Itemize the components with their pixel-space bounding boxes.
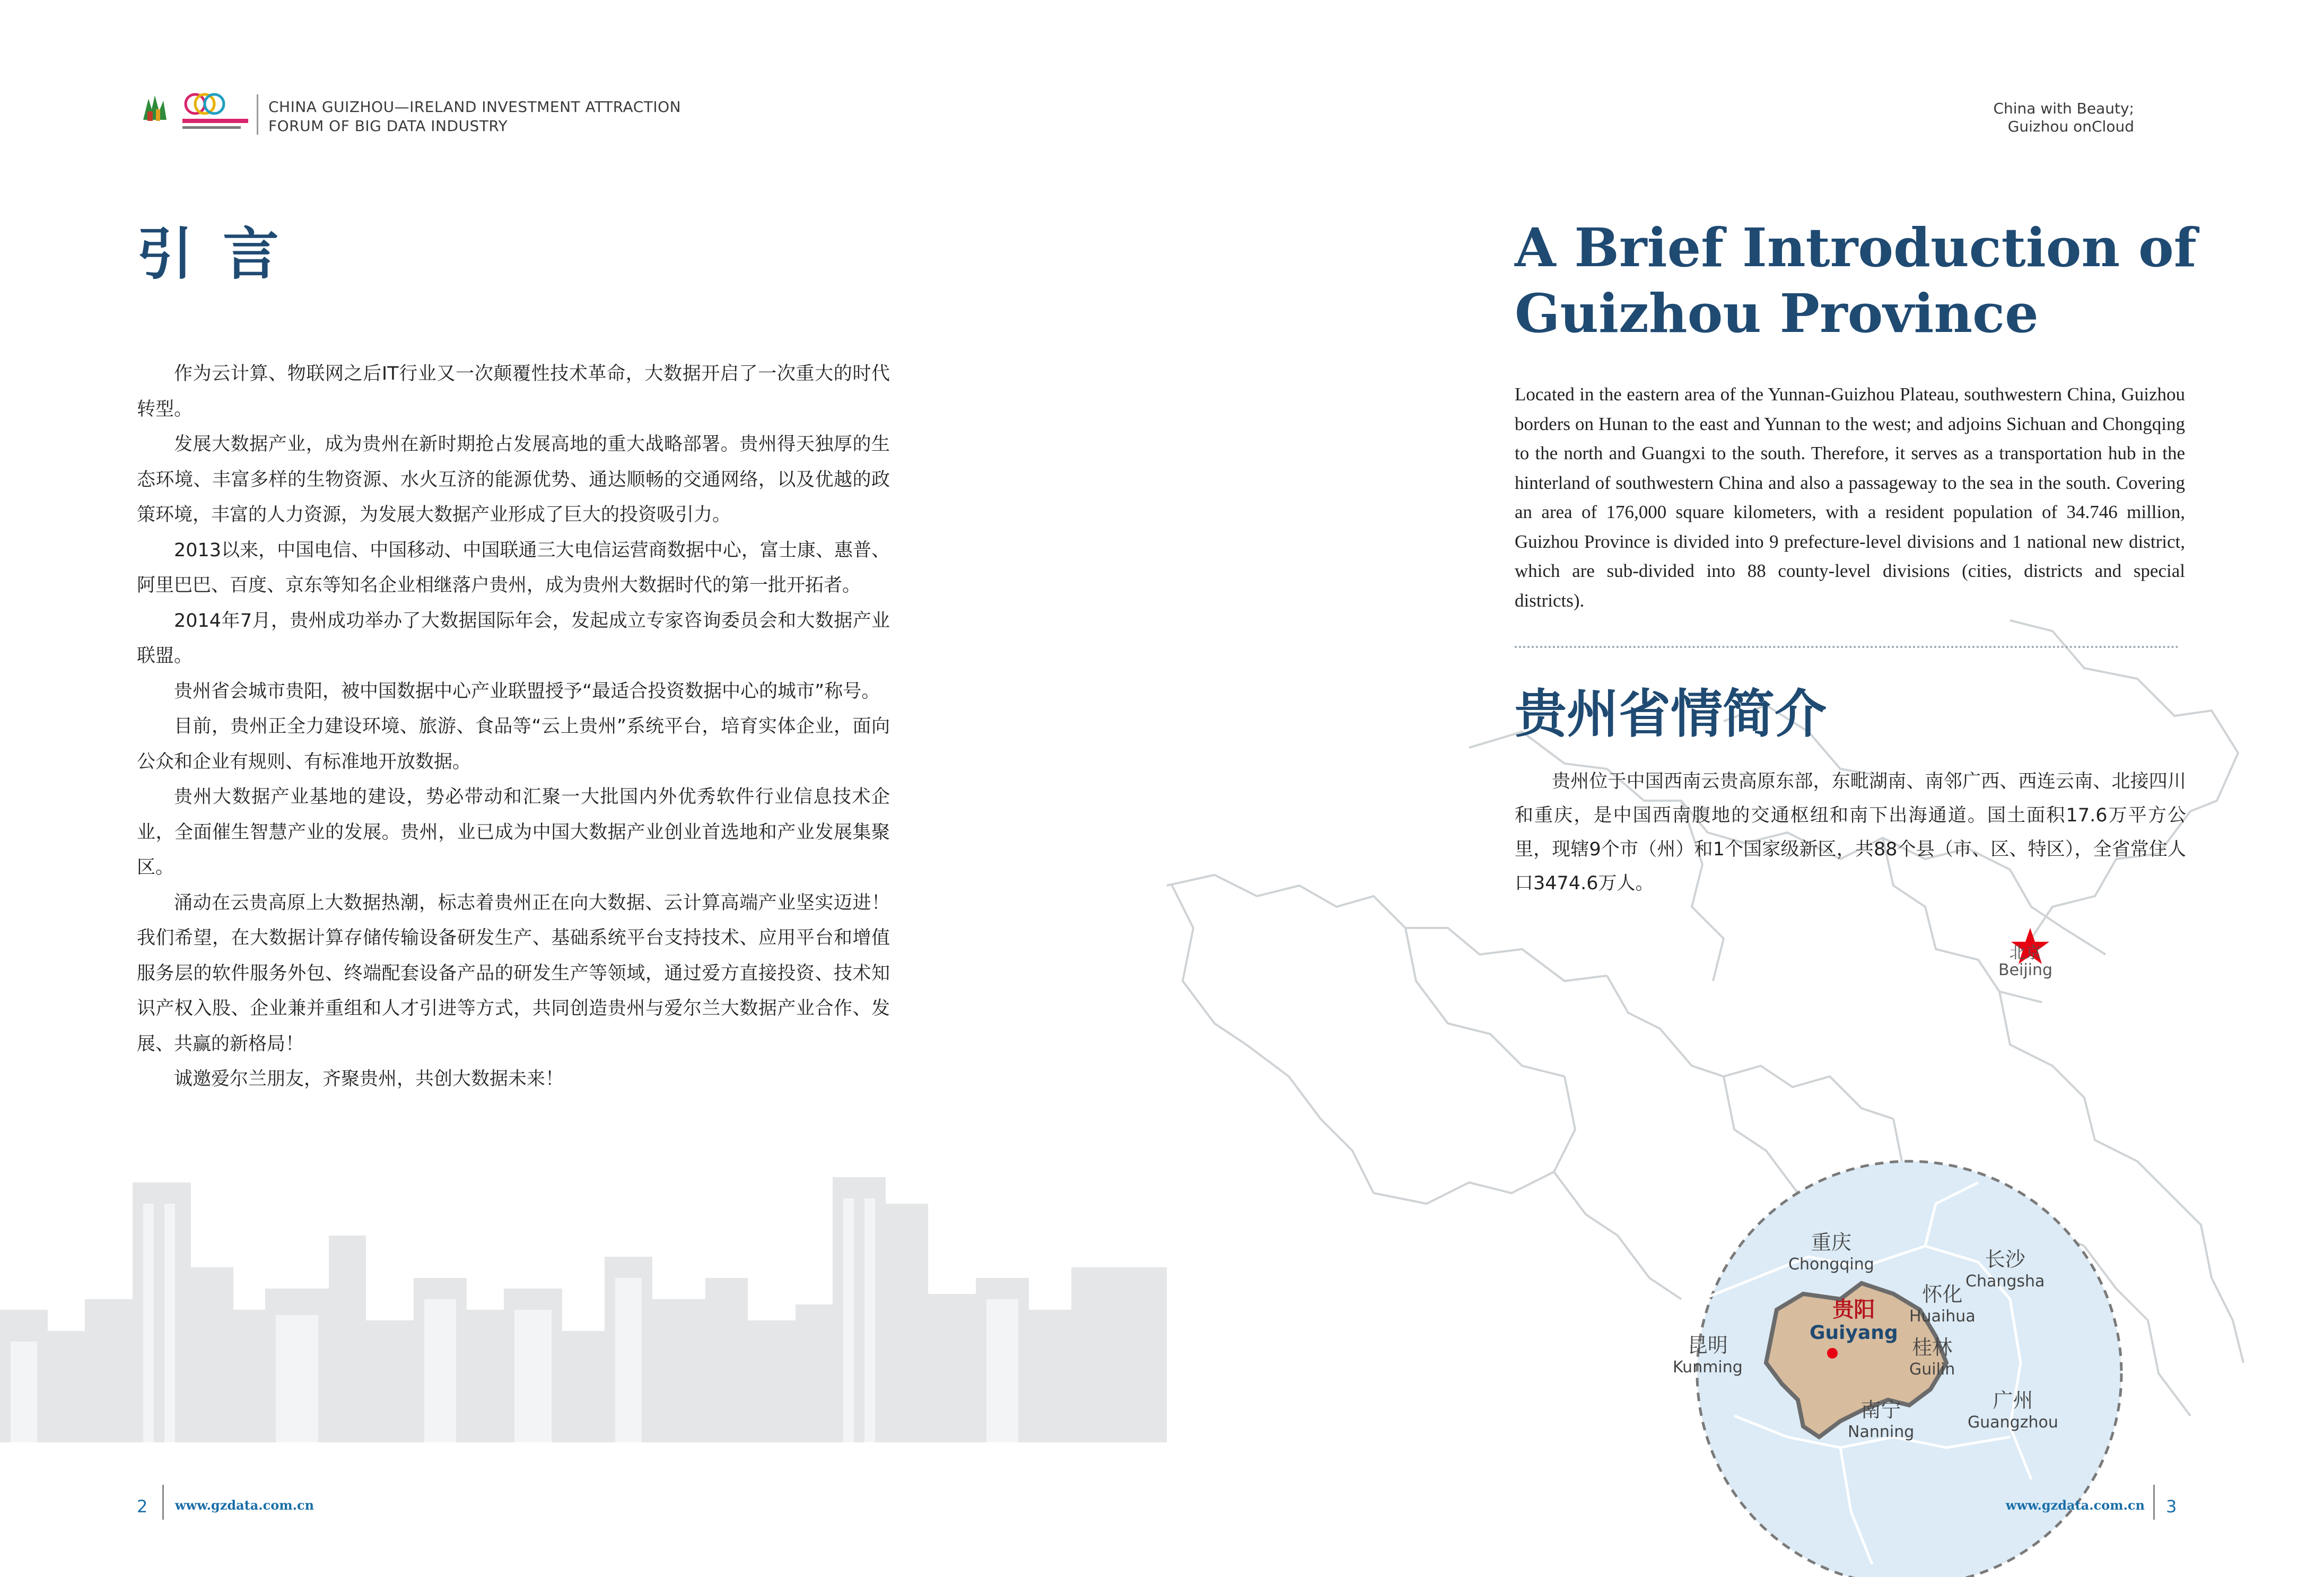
map-label-en: Changsha — [1965, 1272, 2045, 1291]
map-label-en: Guangzhou — [1968, 1413, 2058, 1432]
paragraph: 贵州位于中国西南云贵高原东部，东毗湖南、南邻广西、西连云南、北接四川和重庆，是中国西南腹地的交通枢纽和南下出海通道。国土面积17.6万平方公里，现辖9个市（州）和1个国家级新区，共88个县（市、区、特区），全省常住人口3474.6万人。 — [1515, 771, 2186, 894]
map-label-beijing — [1998, 945, 2052, 979]
header-slogan-line2: Guizhou onCloud — [2007, 118, 2134, 135]
paragraph: 发展大数据产业，成为贵州在新时期抢占发展高地的重大战略部署。贵州得天独厚的生态环境、丰富多样的生物资源、水火互济的能源优势、通达顺畅的交通网络，以及优越的政策环境，丰富的人力资源，为发展大数据产业形成了巨大的投资吸引力。 — [137, 434, 890, 525]
paragraph: 诚邀爱尔兰朋友，齐聚贵州，共创大数据未来！ — [174, 1068, 564, 1090]
city-skyline-illustration — [0, 1172, 1167, 1442]
header-slogan — [1993, 100, 2134, 136]
header-slogan-line1: China with Beauty; — [1993, 100, 2134, 117]
map-label-en: Kunming — [1673, 1358, 1743, 1377]
map-label-zh: 桂林 — [1912, 1336, 1953, 1359]
map-label-zh: 南宁 — [1860, 1398, 1901, 1422]
map-label-guilin — [1909, 1336, 1955, 1381]
map-label-zh: 怀化 — [1922, 1283, 1963, 1306]
map-label-zh: 昆明 — [1687, 1334, 1728, 1357]
paragraph: 贵州省会城市贵阳，被中国数据中心产业联盟授予“最适合投资数据中心的城市”称号。 — [174, 680, 880, 702]
left-page-title: 引言 — [137, 222, 309, 287]
right-page-title — [1515, 215, 2204, 346]
paragraph: 目前，贵州正全力建设环境、旅游、食品等“云上贵州”系统平台，培育实体企业，面向公众和企业有规则、有标准地开放数据。 — [137, 716, 890, 773]
map-label-en: Nanning — [1848, 1423, 1915, 1441]
paragraph: 贵州大数据产业基地的建设，势必带动和汇聚一大批国内外优秀软件行业信息技术企业，全面催生智慧产业的发展。贵州，业已成为中国大数据产业创业首选地和产业发展集聚区。 — [137, 786, 890, 878]
map-label-zh: 贵阳 — [1832, 1298, 1875, 1322]
map-label-kunming — [1673, 1334, 1743, 1379]
map-label-zh: 重庆 — [1811, 1231, 1851, 1254]
guiyang-marker-icon — [1827, 1348, 1838, 1359]
logo-icon — [137, 88, 254, 137]
china-map-illustration — [1151, 610, 2324, 1577]
paragraph: 2013以来，中国电信、中国移动、中国联通三大电信运营商数据中心，富士康、惠普、阿里巴巴、百度、京东等知名企业相继落户贵州，成为贵州大数据时代的第一批开拓者。 — [137, 539, 890, 596]
header-divider — [257, 94, 258, 135]
map-label-huaihua — [1909, 1283, 1976, 1328]
map-label-en: Guiyang — [1810, 1322, 1898, 1344]
dotted-divider — [1515, 646, 2179, 648]
map-label-nanning — [1848, 1399, 1914, 1443]
paragraph: 作为云计算、物联网之后IT行业又一次颠覆性技术革命，大数据开启了一次重大的时代转型。 — [137, 363, 890, 420]
map-label-en: Guilin — [1909, 1360, 1955, 1379]
right-page-number: 3 — [2166, 1496, 2177, 1517]
paragraph: 2014年7月，贵州成功举办了大数据国际年会，发起成立专家咨询委员会和大数据产业联盟。 — [137, 610, 890, 667]
left-page-number: 2 — [137, 1496, 148, 1517]
header-title-line1: CHINA GUIZHOU—IRELAND INVESTMENT ATTRACTION — [268, 98, 682, 116]
header-title — [268, 98, 681, 136]
paragraph: 涌动在云贵高原上大数据热潮，标志着贵州正在向大数据、云计算高端产业坚实迈进！我们希望，在大数据计算存储传输设备研发生产、基础系统平台支持技术、应用平台和增值服务层的软件服务外包、终端配套设备产品的研发生产等领域，通过爱方直接投资、技术知识产权入股、企业兼并重组和人才引进等方式，共同创造贵州与爱尔兰大数据产业合作、发展、共赢的新格局！ — [137, 892, 890, 1055]
footer-url-left[interactable]: www.gzdata.com.cn — [175, 1497, 314, 1513]
map-label-guiyang — [1810, 1298, 1898, 1345]
map-label-guangzhou — [1968, 1389, 2058, 1434]
right-page-title-line1: A Brief Introduction of — [1515, 216, 2197, 279]
map-label-changsha — [1965, 1248, 2045, 1293]
map-label-en: Beijing — [1998, 961, 2053, 979]
english-intro-body: Located in the eastern area of the Yunnan-Guizhou Plateau, southwestern China, Guizhou borders on Hunan to the east and Yunnan to the west; and adjoins Sichuan and Chongqing to the north and Guangxi to the south. Therefore, it serves as a transportation hub in the hinterland of southwestern China and also a passageway to the sea in the south. Covering an area of 176,000 square kilometers, with a resident population of 34.746 million, Guizhou Province is divided into 9 prefecture-level divisions and 1 national new district, which are sub-divided into 88 county-level divisions (cities, districts and special districts). — [1515, 384, 2185, 611]
map-label-en: Huaihua — [1909, 1307, 1976, 1326]
chinese-section-title: 贵州省情简介 — [1515, 684, 1827, 744]
left-page-body — [137, 356, 890, 1097]
chinese-intro-body — [1515, 765, 2186, 900]
map-label-chongqing — [1788, 1231, 1874, 1276]
map-label-zh: 长沙 — [1985, 1248, 2025, 1271]
right-page-title-line2: Guizhou Province — [1515, 282, 2039, 345]
header-title-line2: FORUM OF BIG DATA INDUSTRY — [268, 117, 508, 135]
map-label-zh: 北京 — [2010, 944, 2042, 962]
map-label-zh: 广州 — [1993, 1389, 2033, 1412]
forum-logo — [137, 88, 254, 137]
footer-divider-left — [162, 1485, 164, 1520]
map-label-en: Chongqing — [1788, 1255, 1874, 1274]
footer-url-right[interactable]: www.gzdata.com.cn — [2005, 1497, 2145, 1513]
footer-divider-right — [2153, 1485, 2155, 1520]
